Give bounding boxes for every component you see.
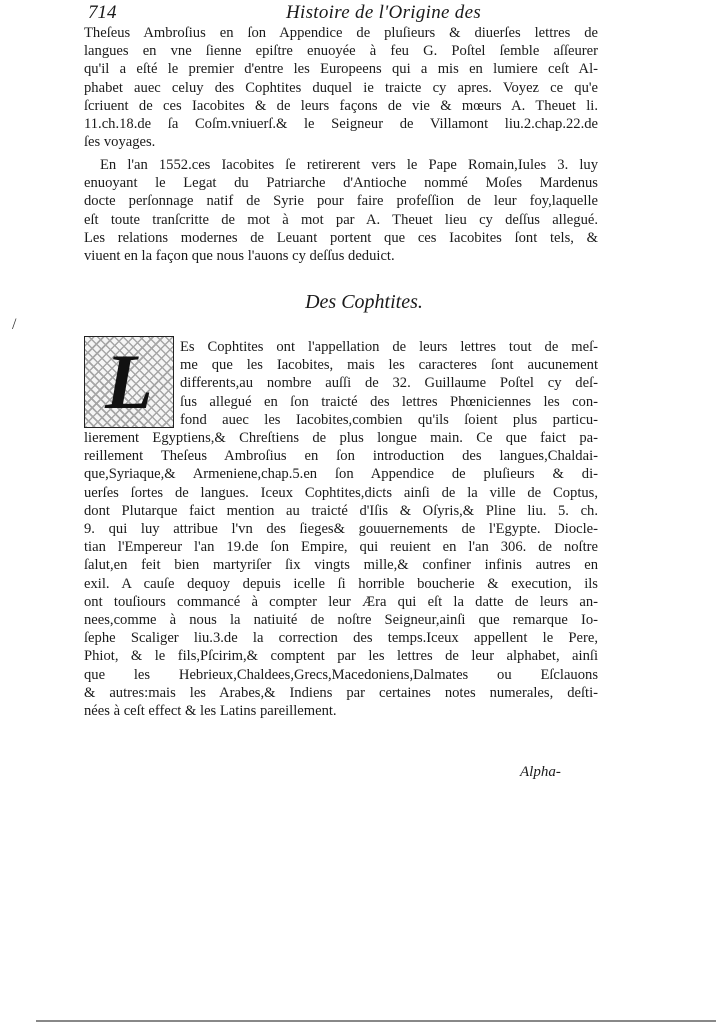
text-line: ont touſiours commancé à compter leur Æra qui eſt la datte de leurs an-	[84, 593, 598, 610]
text-line: enuoyant le Legat du Patriarche d'Antioche nommé Moſes Mardenus	[84, 175, 598, 192]
text-line: reillement Theſeus Ambroſius en ſon introduction des langues,Chaldai-	[84, 448, 598, 465]
text-line: ſes voyages.	[84, 134, 156, 151]
text-line: 9. qui luy attribue l'vn des ſieges& gouuernements de l'Egypte. Diocle-	[84, 521, 598, 537]
text-line: & autres:mais les Arabes,& Indiens par certaines notes numerales, deſti-	[84, 684, 598, 701]
text-line: ſalut,en feit bien martyriſer ſix vingts mille,& confiner infinis autres en	[84, 557, 598, 574]
text-line: viuent en la façon que nous l'auons cy deſſus deduict.	[84, 248, 395, 264]
ornamental-initial	[84, 336, 174, 428]
text-line: tian l'Empereur l'an 19.de ſon Empire, qui reuient en l'an 306. de noſtre	[84, 539, 598, 556]
text-line: dont Plutarque faict mention au traicté d'Iſis & Oſyris,& Pline liu. 5. ch.	[84, 502, 598, 519]
section-title: Des Cophtites.	[305, 291, 423, 313]
text-line: nees,comme à nous la natiuité de noſtre Seigneur,ainſi que remarque Io-	[84, 612, 598, 628]
text-line: Es Cophtites ont l'appellation de leurs lettres tout de meſ-	[180, 339, 598, 355]
text-line: phabet auec celuy des Cophtites duquel ie traicte cy apres. Voyez ce qu'e	[84, 79, 598, 96]
text-line: qu'il a eſté le premier d'entre les Europeens qui a mis en lumiere ceſt Al-	[84, 61, 598, 78]
text-line: lierement Egyptiens,& Chreſtiens de plus longue main. Ce que faict pa-	[84, 430, 598, 446]
text-line: docte perſonnage natif de Syrie pour faire profeſſion de leur foy,laquelle	[84, 193, 598, 210]
text-line: exil. A cauſe dequoy depuis icelle ſi horrible boucherie & execution, ils	[84, 575, 598, 592]
text-line: Phiot, & le fils,Pſcirim,& comptent par les lettres de leur alphabet, ainſi	[84, 648, 598, 665]
page-number: 714	[88, 2, 117, 23]
catchword: Alpha-	[520, 764, 561, 780]
text-line: eſt toute tranſcritte de mot à mot par A. Theuet lieu cy deſſus allegué.	[84, 211, 598, 228]
page-header	[88, 2, 608, 24]
drop-cap-letter: L	[85, 337, 173, 427]
text-line: que les Hebrieux,Chaldees,Grecs,Macedoniens,Dalmates ou Eſclauons	[84, 666, 598, 683]
text-line: 11.ch.18.de ſa Coſm.vniuerſ.& le Seigneur de Villamont liu.2.chap.22.de	[84, 116, 598, 132]
text-line: langues en vne ſienne epiſtre enuoyée à feu G. Poſtel ſemble aſſeurer	[84, 43, 598, 60]
text-line: Les relations modernes de Leuant portent que ces Iacobites ſont tels, &	[84, 229, 598, 246]
text-line: En l'an 1552.ces Iacobites ſe retirerent vers le Pape Romain,Iules 3. luy	[100, 157, 598, 173]
text-line: que,Syriaque,& Armeniene,chap.5.en ſon Appendice de pluſieurs & di-	[84, 466, 598, 483]
text-line: me que les Iacobites, mais les caracteres ſont aucunement	[180, 357, 598, 374]
text-line: differents,au nombre auſſi de 32. Guillaume Poſtel cy deſ-	[180, 375, 598, 392]
text-line: ſcriuent de ces Iacobites & de leurs façons de vie & mœurs A. Theuet li.	[84, 97, 598, 114]
margin-mark: /	[12, 316, 17, 333]
text-line: ſus allegué en ſon traicté des lettres Phœniciennes les con-	[180, 393, 598, 410]
text-line: fond auec les Iacobites,combien qu'ils ſoient plus particu-	[180, 411, 598, 428]
text-line: ſephe Scaliger liu.3.de la correction des temps.Iceux appellent le Pere,	[84, 630, 598, 647]
text-line: Theſeus Ambroſius en ſon Appendice de pluſieurs & diuerſes lettres de	[84, 25, 598, 41]
page-bottom-edge	[36, 1020, 716, 1022]
text-line: uerſes ſortes de langues. Iceux Cophtites,dicts ainſi de la ville de Coptus,	[84, 484, 598, 501]
running-title: Histoire de l'Origine des	[286, 2, 482, 23]
text-line: nées à ceſt effect & les Latins pareillement.	[84, 703, 337, 719]
